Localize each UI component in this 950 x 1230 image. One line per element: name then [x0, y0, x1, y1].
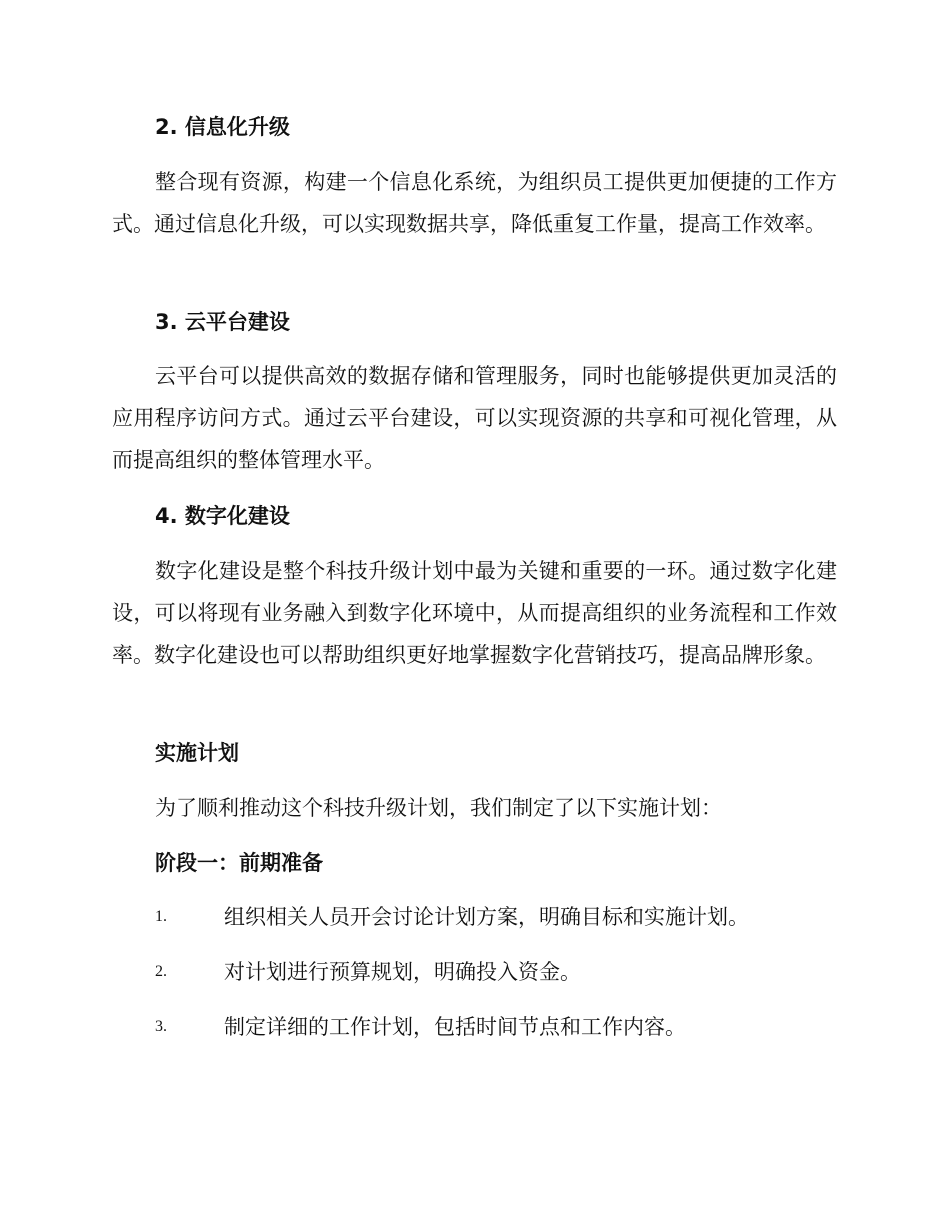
section-body-informatization: 整合现有资源，构建一个信息化系统，为组织员工提供更加便捷的工作方式。通过信息化升级，可以实现数据共享，降低重复工作量，提高工作效率。 — [112, 170, 837, 236]
list-item-text: 组织相关人员开会讨论计划方案，明确目标和实施计划。 — [224, 905, 749, 929]
list-item — [155, 1013, 855, 1041]
list-item-text: 制定详细的工作计划，包括时间节点和工作内容。 — [224, 1015, 686, 1039]
section-heading-cloud-platform: 3. 云平台建设 — [155, 310, 290, 334]
section-body-digitalization: 数字化建设是整个科技升级计划中最为关键和重要的一环。通过数字化建设，可以将现有业务融入到数字化环境中，从而提高组织的业务流程和工作效率。数字化建设也可以帮助组织更好地掌握数字化营销技巧，提高品牌形象。 — [112, 559, 837, 667]
list-item-number: 1. — [155, 908, 167, 925]
phase-one-heading: 阶段一：前期准备 — [155, 851, 323, 875]
section-body-cloud-platform: 云平台可以提供高效的数据存储和管理服务，同时也能够提供更加灵活的应用程序访问方式。通过云平台建设，可以实现资源的共享和可视化管理，从而提高组织的整体管理水平。 — [112, 364, 837, 472]
list-item — [155, 958, 855, 986]
section-heading-informatization: 2. 信息化升级 — [155, 115, 290, 139]
list-item-number: 2. — [155, 963, 167, 980]
implementation-heading: 实施计划 — [155, 741, 239, 765]
section-heading-digitalization: 4. 数字化建设 — [155, 504, 290, 528]
list-item — [155, 903, 855, 931]
list-item-number: 3. — [155, 1018, 167, 1035]
list-item-text: 对计划进行预算规划，明确投入资金。 — [224, 960, 581, 984]
implementation-intro: 为了顺利推动这个科技升级计划，我们制定了以下实施计划： — [155, 796, 722, 820]
